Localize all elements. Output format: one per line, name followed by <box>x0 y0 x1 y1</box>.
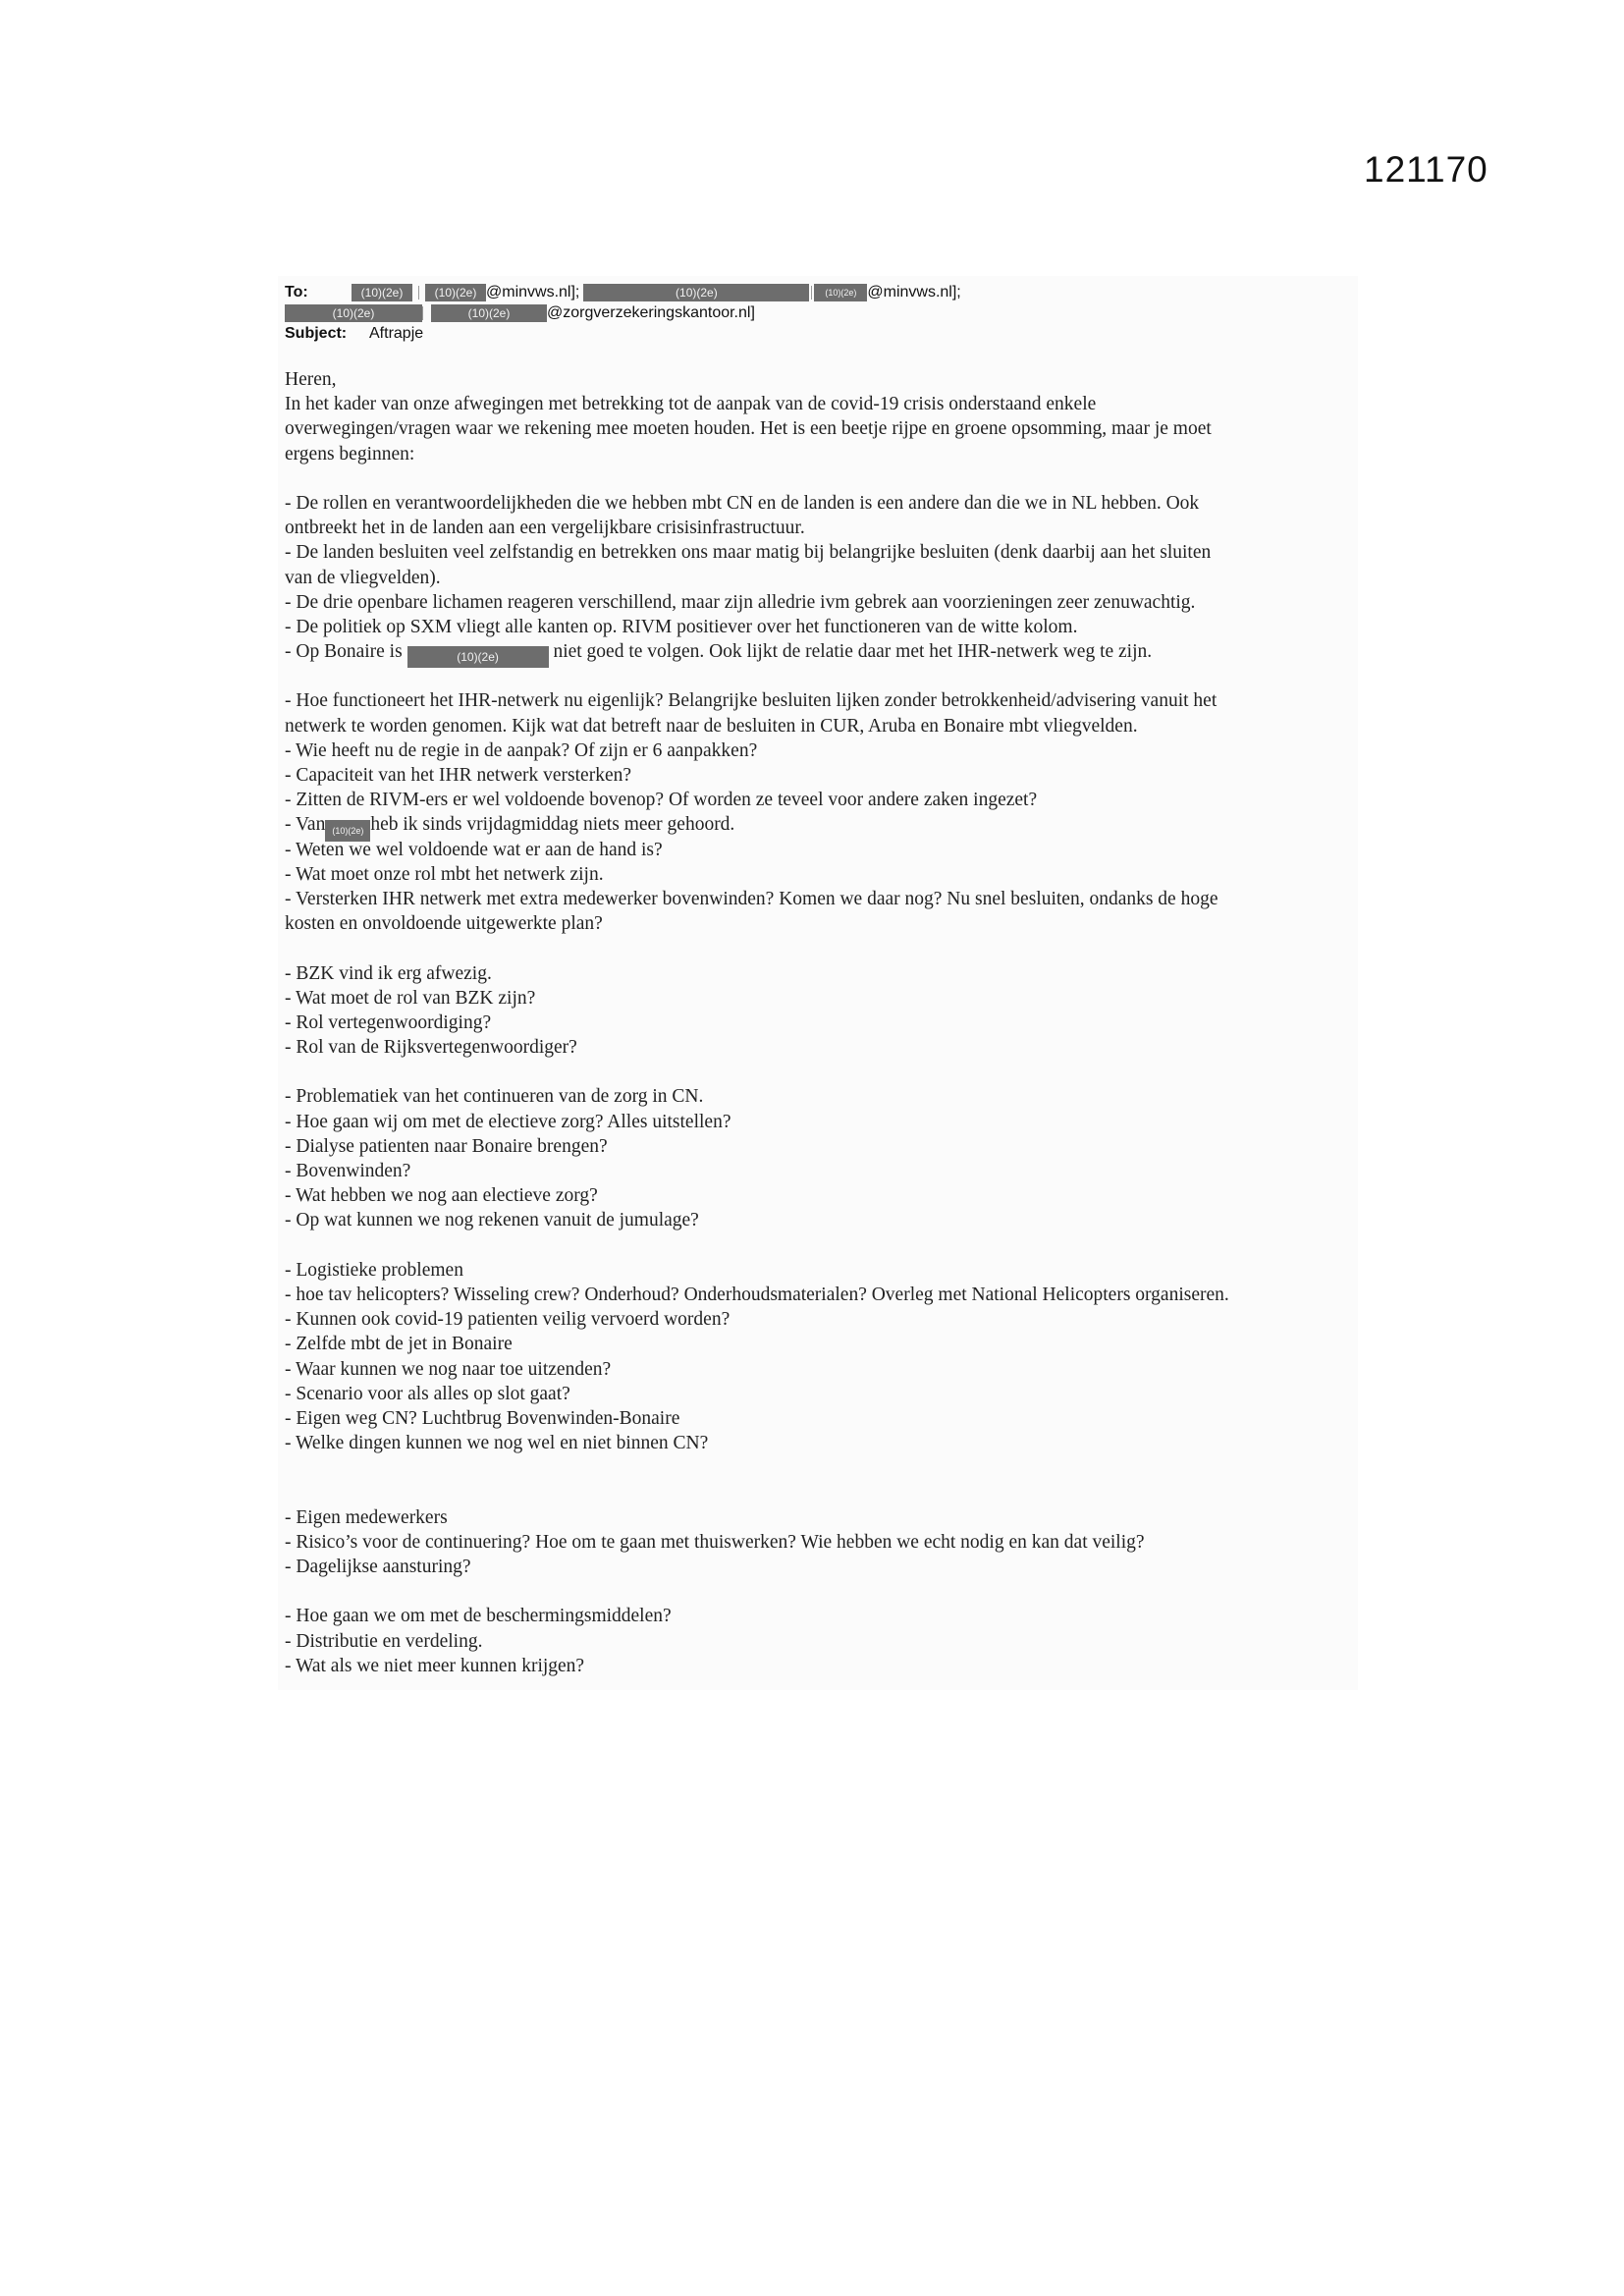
email-domain: @minvws.nl]; <box>486 284 580 301</box>
body-line: - Rol vertegenwoordiging? <box>285 1011 492 1033</box>
body-line: ontbreekt het in de landen aan een vergelijkbare crisisinfrastructuur. <box>285 518 805 539</box>
email-domain: @zorgverzekeringskantoor.nl] <box>547 304 755 321</box>
subject-value: Aftrapje <box>369 325 424 342</box>
bonaire-prefix: - Op Bonaire is <box>285 641 403 663</box>
separator <box>811 286 812 300</box>
body-line: - Dagelijkse aansturing? <box>285 1557 471 1578</box>
body-line: - Distributie en verdeling. <box>285 1630 483 1652</box>
body-line: - Wat moet onze rol mbt het netwerk zijn. <box>285 863 604 885</box>
body-line: - Versterken IHR netwerk met extra medewerker bovenwinden? Komen we daar nog? Nu snel besluiten, ondanks de hoge <box>285 888 1218 909</box>
body-line: - Wat als we niet meer kunnen krijgen? <box>285 1655 585 1676</box>
body-line: - Rol van de Rijksvertegenwoordiger? <box>285 1037 577 1059</box>
redaction: (10)(2e) <box>325 820 370 842</box>
email-header <box>285 282 1345 344</box>
redaction: (10)(2e) <box>431 304 547 322</box>
body-line: - Hoe gaan wij om met de electieve zorg? Alles uitstellen? <box>285 1111 731 1132</box>
email-body <box>285 367 1355 1678</box>
body-line: - De politiek op SXM vliegt alle kanten op. RIVM positiever over het functioneren van de witte kolom. <box>285 616 1078 637</box>
body-line: - Zelfde mbt de jet in Bonaire <box>285 1334 513 1355</box>
body-line: - BZK vind ik erg afwezig. <box>285 962 492 984</box>
body-line: ergens beginnen: <box>285 443 415 465</box>
body-line: - Eigen medewerkers <box>285 1506 448 1528</box>
body-line: - Hoe functioneert het IHR-netwerk nu eigenlijk? Belangrijke besluiten lijken zonder betrokkenheid/advisering vanuit het <box>285 690 1218 712</box>
body-line: - Dialyse patienten naar Bonaire brengen? <box>285 1135 608 1157</box>
email-domain: @minvws.nl]; <box>867 284 961 301</box>
body-line: - Waar kunnen we nog naar toe uitzenden? <box>285 1358 612 1380</box>
body-line-bonaire <box>285 639 1355 664</box>
redaction: (10)(2e) <box>352 284 412 301</box>
redaction: (10)(2e) <box>814 284 867 301</box>
body-line: - hoe tav helicopters? Wisseling crew? Onderhoud? Onderhoudsmaterialen? Overleg met National Helicopters organiseren. <box>285 1284 1229 1305</box>
separator <box>418 286 419 300</box>
body-line: - Weten we wel voldoende wat er aan de hand is? <box>285 839 663 860</box>
redaction: (10)(2e) <box>285 304 422 322</box>
body-line: - Capaciteit van het IHR netwerk versterken? <box>285 765 632 786</box>
body-line: - Bovenwinden? <box>285 1161 411 1181</box>
van-suffix: heb ik sinds vrijdagmiddag niets meer gehoord. <box>370 814 735 836</box>
redaction: (10)(2e) <box>583 284 809 301</box>
body-line: - Wie heeft nu de regie in de aanpak? Of zijn er 6 aanpakken? <box>285 739 758 761</box>
redaction: (10)(2e) <box>425 284 486 301</box>
body-line: - Problematiek van het continueren van de zorg in CN. <box>285 1086 704 1108</box>
bonaire-suffix: niet goed te volgen. Ook lijkt de relatie daar met het IHR-netwerk weg te zijn. <box>553 641 1153 663</box>
body-line: kosten en onvoldoende uitgewerkte plan? <box>285 913 603 935</box>
van-prefix: - Van <box>285 814 326 836</box>
body-line: - Logistieke problemen <box>285 1259 463 1281</box>
body-line: - Kunnen ook covid-19 patienten veilig vervoerd worden? <box>285 1309 731 1331</box>
body-line: - Risico’s voor de continuering? Hoe om te gaan met thuiswerken? Wie hebben we echt nodig en kan dat veilig? <box>285 1531 1145 1553</box>
body-line: overwegingen/vragen waar we rekening mee moeten houden. Het is een beetje rijpe en groene opsomming, maar je moet <box>285 418 1212 440</box>
to-line <box>285 282 1345 302</box>
document-number: 121170 <box>1364 149 1489 190</box>
body-line: - Scenario voor als alles op slot gaat? <box>285 1383 570 1404</box>
body-line: - Op wat kunnen we nog rekenen vanuit de jumulage? <box>285 1210 699 1231</box>
recipients-line-2 <box>285 302 1345 323</box>
greeting: Heren, <box>285 369 337 390</box>
body-line: In het kader van onze afwegingen met betrekking tot de aanpak van de covid-19 crisis onderstaand enkele <box>285 394 1097 415</box>
body-line: - Hoe gaan we om met de beschermingsmiddelen? <box>285 1606 672 1627</box>
body-line: - Eigen weg CN? Luchtbrug Bovenwinden-Bonaire <box>285 1407 680 1429</box>
body-line: van de vliegvelden). <box>285 567 441 588</box>
body-line: - De rollen en verantwoordelijkheden die we hebben mbt CN en de landen is een andere dan die we in NL hebben. Ook <box>285 492 1200 514</box>
body-line: - Wat hebben we nog aan electieve zorg? <box>285 1185 598 1207</box>
separator <box>422 306 423 320</box>
body-line: - Zitten de RIVM-ers er wel voldoende bovenop? Of worden ze teveel voor andere zaken ingezet? <box>285 790 1038 811</box>
body-line: - De landen besluiten veel zelfstandig en betrekken ons maar matig bij belangrijke besluiten (denk daarbij aan het sluiten <box>285 542 1212 564</box>
body-line: - Welke dingen kunnen we nog wel en niet binnen CN? <box>285 1433 709 1454</box>
redaction: (10)(2e) <box>407 646 549 668</box>
subject-line <box>285 323 1345 344</box>
to-label: To: <box>285 284 308 301</box>
body-line-van <box>285 812 1355 837</box>
body-line: netwerk te worden genomen. Kijk wat dat betreft naar de besluiten in CUR, Aruba en Bonaire mbt vliegvelden. <box>285 715 1138 737</box>
body-line: - De drie openbare lichamen reageren verschillend, maar zijn alledrie ivm gebrek aan voorzieningen zeer zenuwachtig. <box>285 591 1196 613</box>
body-line: - Wat moet de rol van BZK zijn? <box>285 987 536 1009</box>
subject-label: Subject: <box>285 325 348 342</box>
